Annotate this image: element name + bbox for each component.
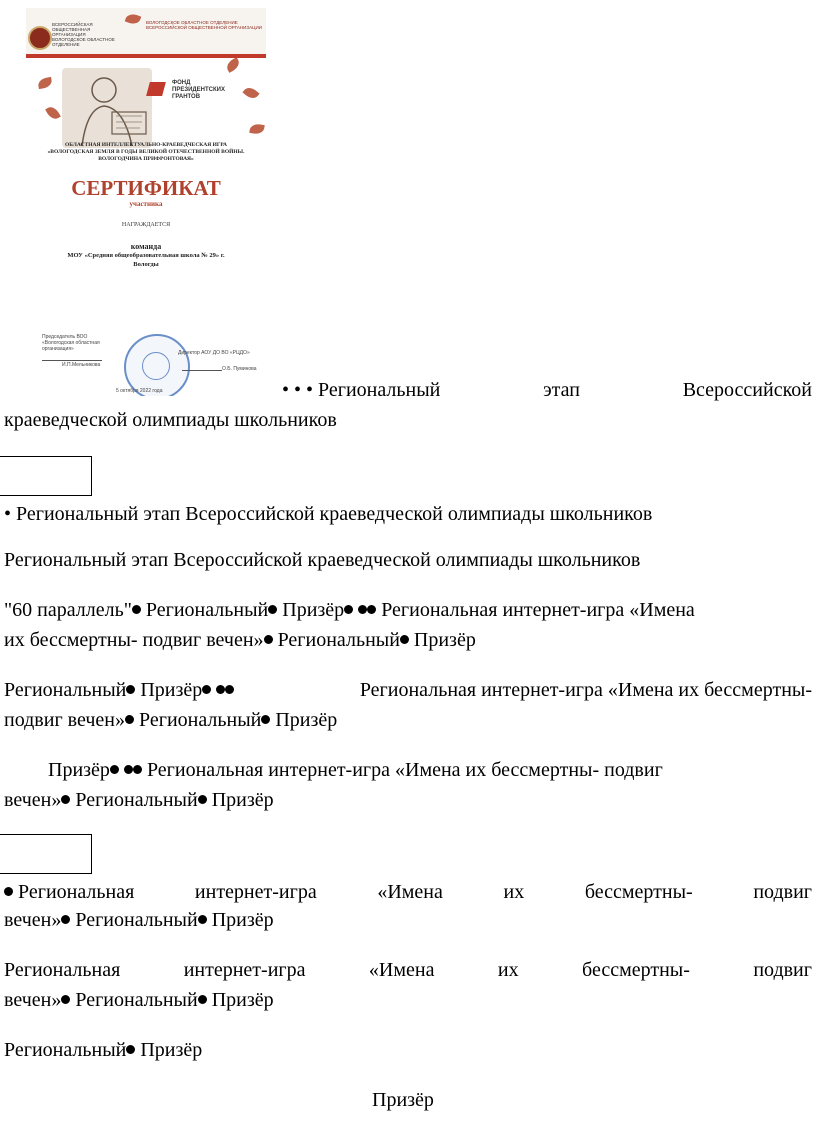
recipient-text: команда	[130, 242, 162, 251]
text: Призёр	[282, 599, 345, 621]
text: Призёр	[211, 909, 274, 931]
bullet-icon	[126, 685, 135, 694]
text: Региональный	[145, 599, 269, 621]
bullet-icon	[133, 765, 142, 774]
line-7	[4, 678, 812, 702]
bullet: •	[4, 503, 12, 525]
text: Региональный	[75, 989, 198, 1011]
fund-text: ФОНД ПРЕЗИДЕНТСКИХ ГРАНТОВ	[172, 80, 225, 100]
certificate-image	[26, 8, 266, 396]
bullet-icon	[126, 1045, 135, 1054]
sign-left-name: И.П.Мельникова	[62, 362, 101, 368]
header-band	[26, 54, 266, 58]
bullet-icon	[202, 685, 211, 694]
bullet-icon	[264, 635, 273, 644]
line-1-first	[282, 378, 440, 402]
bullet-icon	[367, 605, 376, 614]
text: Призёр	[48, 759, 110, 781]
text: вечен»	[4, 909, 62, 931]
line-3	[4, 502, 652, 526]
word: подвиг	[753, 959, 812, 981]
signature-line	[182, 370, 222, 371]
word: бессмертны-	[582, 959, 690, 981]
text: Региональный	[4, 679, 127, 701]
word: интернет-игра	[183, 959, 306, 981]
bullets: • • •	[282, 379, 314, 401]
text: Региональный	[4, 1039, 127, 1061]
bullet-icon	[216, 685, 225, 694]
text: Региональный	[277, 629, 400, 651]
city-text: Вологды	[133, 261, 159, 268]
line-1	[282, 378, 812, 402]
sign-right-name: О.Б. Пуминова	[222, 366, 257, 372]
leaf-icon	[249, 123, 265, 135]
sign-left-title: Председатель ВОО «Вологодская областная организация»	[42, 334, 100, 352]
fund-logo-icon	[146, 82, 166, 96]
word: этап	[543, 379, 580, 401]
text: вечен»	[4, 989, 62, 1011]
sign-right-title: Директор АОУ ДО ВО «РЦДО»	[178, 350, 250, 356]
line-16: Призёр	[372, 1089, 434, 1111]
leaf-icon	[37, 77, 53, 89]
certificate-date: 5 октября 2022 года	[116, 388, 163, 394]
word: Региональный	[318, 379, 441, 401]
word: их	[503, 881, 525, 903]
bullet-icon	[261, 715, 270, 724]
empty-box	[0, 456, 92, 496]
line-10	[4, 788, 274, 812]
bullet-icon	[225, 685, 234, 694]
text: Призёр	[211, 789, 274, 811]
text: "60 параллель"	[4, 599, 132, 621]
event-line-2: «ВОЛОГОДСКАЯ ЗЕМЛЯ В ГОДЫ ВЕЛИКОЙ ОТЕЧЕСТВЕННОЙ ВОЙНЫ.	[47, 149, 245, 155]
line-15	[4, 1038, 202, 1062]
org-right-text: ВОЛОГОДСКОЕ ОБЛАСТНОЕ ОТДЕЛЕНИЕ ВСЕРОССИЙСКОЙ ОБЩЕСТВЕННОЙ ОРГАНИЗАЦИИ	[146, 20, 262, 30]
text: Призёр	[413, 629, 476, 651]
word: «Имена	[377, 881, 443, 903]
line-12	[4, 908, 274, 932]
line-13	[4, 958, 812, 982]
bullet-icon	[125, 715, 134, 724]
word: бессмертны-	[584, 881, 693, 903]
organization-emblem-icon	[28, 26, 52, 50]
line-11	[4, 880, 812, 904]
line-14	[4, 988, 274, 1012]
word: их	[497, 959, 519, 981]
text: вечен»	[4, 789, 62, 811]
text: Призёр	[140, 679, 203, 701]
event-line-1: ОБЛАСТНАЯ ИНТЕЛЛЕКТУАЛЬНО-КРАЕВЕДЧЕСКАЯ ИГРА	[64, 142, 228, 148]
bullet-icon	[61, 915, 70, 924]
word: Всероссийской	[682, 379, 812, 401]
bullet-icon	[110, 765, 119, 774]
leaf-icon	[224, 57, 241, 73]
leaf-icon	[45, 104, 61, 121]
org-left-text: ВСЕРОССИЙСКАЯ ОБЩЕСТВЕННАЯ ОРГАНИЗАЦИЯ ВОЛОГОДСКОЕ ОБЛАСТНОЕ ОТДЕЛЕНИЕ	[52, 22, 115, 47]
line-8	[4, 708, 337, 732]
leaf-icon	[242, 85, 259, 102]
text: Региональная интернет-игра «Имена их бессмертны- подвиг	[146, 759, 663, 781]
bullet-icon	[61, 795, 70, 804]
text: Региональный	[75, 909, 198, 931]
line-6	[4, 628, 476, 652]
school-text: МОУ «Средняя общеобразовательная школа № 29» г.	[67, 252, 225, 259]
bullet-icon	[400, 635, 409, 644]
portrait-illustration	[62, 68, 152, 148]
bullet-icon	[4, 887, 13, 896]
empty-box	[0, 834, 92, 874]
text: Региональный	[139, 709, 262, 731]
text: Призёр	[275, 709, 338, 731]
signature-line	[42, 360, 102, 361]
text: Региональная интернет-игра «Имена их бессмертны-	[359, 679, 812, 701]
bullet-icon	[198, 795, 207, 804]
bullet-icon	[198, 915, 207, 924]
event-line-3: ВОЛОГОДЧИНА ПРИФРОНТОВАЯ»	[98, 156, 194, 162]
bullet-icon	[124, 765, 133, 774]
awarded-text: НАГРАЖДАЕТСЯ	[121, 222, 171, 228]
word: Региональная	[4, 959, 121, 981]
line-4: Региональный этап Всероссийской краеведческой олимпиады школьников	[4, 549, 641, 571]
text: Региональный	[75, 789, 198, 811]
bullet-icon	[198, 995, 207, 1004]
line-2: краеведческой олимпиады школьников	[4, 409, 337, 431]
line-3-text: Региональный этап Всероссийской краеведческой олимпиады школьников	[16, 503, 653, 525]
line-5	[4, 598, 695, 622]
word: Региональная	[18, 881, 135, 903]
bullet-icon	[132, 605, 141, 614]
bullet-icon	[358, 605, 367, 614]
bullet-icon	[61, 995, 70, 1004]
certificate-title: СЕРТИФИКАТ	[71, 176, 221, 200]
text: Региональная интернет-игра «Имена	[381, 599, 695, 621]
word: «Имена	[368, 959, 435, 981]
text: Призёр	[211, 989, 274, 1011]
word: подвиг	[753, 881, 812, 903]
text: подвиг вечен»	[4, 709, 125, 731]
bullet-icon	[268, 605, 277, 614]
text: Призёр	[140, 1039, 203, 1061]
line-9	[48, 758, 663, 782]
word: интернет-игра	[194, 881, 317, 903]
seal-center	[142, 352, 170, 380]
bullet-icon	[344, 605, 353, 614]
text: их бессмертны- подвиг вечен»	[4, 629, 264, 651]
certificate-subtitle: участника	[129, 200, 163, 208]
